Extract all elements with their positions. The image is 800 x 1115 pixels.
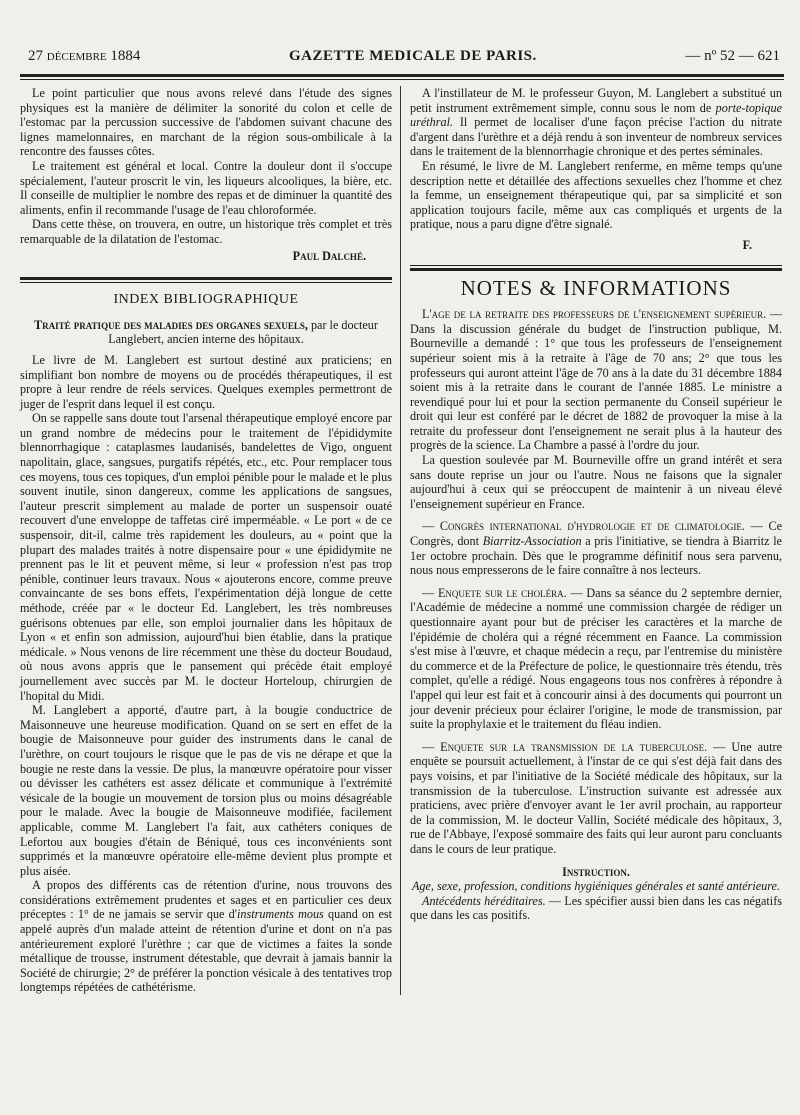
text-run: A propos des différents cas de rétention d'urine, nous trouvons des considérations extrêmement prudentes et sages et en particulier ces deux préceptes : 1° de ne jamais se servir que d' bbox=[20, 878, 392, 922]
text-run: — Ce Congrès, dont bbox=[410, 519, 782, 549]
paragraph: Le point particulier que nous avons relevé dans l'étude des signes physiques est la manière de délimiter la sonorité du colon et celle de l'estomac par la percussion successive de l'abdomen suivant chacune des lignes mamelonnaires, en marchant de la région sous-ombilicale à la rencontre des fausses côtes. bbox=[20, 86, 392, 159]
issue-number: — nº 52 — 621 bbox=[685, 48, 780, 64]
emphasis: instruments mous bbox=[236, 907, 324, 922]
page bbox=[20, 48, 784, 995]
paragraph: Le livre de M. Langlebert est surtout destiné aux praticiens; en simplifiant bon nombre de moyens ou de procédés thérapeutiques, il est propre à leur rendre de réels services. Quelques exemples permettront de juger de l'esprit dans lequel il est conçu. bbox=[20, 352, 392, 411]
paragraph bbox=[410, 86, 782, 159]
header-rule bbox=[20, 74, 784, 80]
text-run: a pris l'initiative, se tiendra à Biarritz le 1er octobre prochain. Dès que le programme définitif nous sera parvenu, nous nous empresserons de le faire connaître à nos lecteurs. bbox=[410, 534, 782, 578]
text-run: — Une autre enquête se poursuit actuellement, à l'instar de ce qui s'est déjà fait dans des pays voisins, et par l'initiative de la Société médicale des hôpitaux, sur la transmission de la tuberculose. L'instruction suivante est adressée aux praticiens, avec prière d'envoyer avant le 1er avril prochain, au rapporteur de la commission, M. le docteur Vallin, Société médicale des hôpitaux, 3, rue de l'Abbaye, l'exposé sommaire des faits qui leur auront paru concluants dans le cours de leur pratique. bbox=[410, 739, 782, 856]
instruction-subtitle: Age, sexe, profession, conditions hygiéniques générales et santé antérieure. bbox=[411, 879, 781, 894]
section-title: NOTES & INFORMATIONS bbox=[460, 275, 732, 300]
section-divider bbox=[410, 265, 782, 271]
instruction-title: Instruction. bbox=[562, 864, 630, 879]
journal-title: GAZETTE MEDICALE DE PARIS. bbox=[288, 48, 537, 64]
text-run: quand on est appelé auprès d'un malade atteint de rétention d'urine et dont on n'a pas antérieurement exploré l'urèthre ; car que de victimes a faites la sonde métallique de trousse, instrument détestable, que devrait à jamais bannir la Société de chirurgie; 2° de préférer la ponction vésicale à des tentatives trop longtemps répétées de cathétérisme. bbox=[20, 907, 392, 995]
emphasis: Antécédents héréditaires. bbox=[422, 893, 546, 908]
emphasis: Biarritz-Association bbox=[482, 534, 582, 549]
paragraph: Dans cette thèse, on trouvera, en outre, un historique très complet et très remarquable de la dilatation de l'estomac. bbox=[20, 217, 392, 246]
text-run: — Dans sa séance du 2 septembre dernier, l'Académie de médecine a nommé une commission chargée de rédiger un questionnaire ayant pour but de préciser les caractères et la marche de l'épidémie de choléra qui a régné récemment en Faance. La commission s'est mise à l'œuvre, et chaque médecin a reçu, par l'entremise du ministère du commerce et de la Préfecture de police, le questionnaire très étendu, très complet, qu'elle a rédigé. Nous engageons tous nos confrères à répondre à l'appel qui leur est fait et à concourir ainsi à des documents qui pourront un jour devenir précieux pour éclairer l'origine, le mode de transmission, par suite la prophylaxie et le traitement du fléau indien. bbox=[410, 585, 782, 732]
book-reference bbox=[20, 318, 392, 347]
item-heading: — Enquete sur la transmission de la tuberculose. bbox=[422, 739, 708, 754]
paragraph: La question soulevée par M. Bourneville offre un grand intérêt et sera sans doute reprise un jour ou l'autre. Nous ne faisons que la signaler aujourd'hui à ceux qui se préoccupent de maintenir à un niveau élevé l'enseignement supérieur en France. bbox=[410, 453, 782, 511]
text-run: A l'instillateur de M. le professeur Guyon, M. Langlebert a substitué un petit instrument extrêmement simple, connu sous le nom de bbox=[410, 86, 782, 115]
left-column bbox=[20, 86, 400, 995]
paragraph bbox=[410, 894, 782, 923]
author-signature: Paul Dalché. bbox=[292, 248, 366, 263]
right-column bbox=[400, 86, 782, 995]
paragraph: On se rappelle sans doute tout l'arsenal thérapeutique employé encore par un grand nombre de médecins pour le traitement de l'épididymite blennorrhagique : cataplasmes laudanisés, bandelettes de Vigo, onguent napolitain, glace, sangsues, purgatifs répétés, etc., etc. Pour remplacer tous ces moyens, tous ces topiques, d'un emploi pénible pour le malade et le plus souvent inutile, sinon dangereux, comme les applications de sangsues, l'auteur prescrit simplement au malade de porter un suspensoir ouaté recouvert d'une enveloppe de taffetas ciré imperméable. « Le port « de ce suspensoir, dit-il, calme très rapidement les douleurs, au « point que la plupart des malades traités à notre dispensaire pour « une épididymite ne prennent pas le lit et peuvent même, si leur « profession n'est pas trop pénible, continuer leurs travaux. Nous « ajouterons encore, comme preuve convaincante de ses bons effets, l'expérimentation déjà longue de cette méthode, créée par « le docteur Ed. Langlebert, les très nombreuses guérisons obtenues par elle, son emploi journalier dans les hôpitaux de Lyon « et enfin son admission, aujourd'hui bien établie, dans la pratique médicale. » Nous venons de lire récemment une thèse du docteur Boudaud, où nous avons appris que le pansement qui précède était employé journellement avec succès par M. le docteur Horteloup, chirurgien de l'hopital du Midi. bbox=[20, 411, 392, 703]
item-heading: — Congrès international d'hydrologie et de climatologie. bbox=[422, 519, 745, 534]
text-run: — Les spécifier aussi bien dans les cas négatifs que dans les cas positifs. bbox=[410, 893, 782, 923]
item-heading: L'age de la retraite des professeurs de l'enseignement supérieur. bbox=[422, 307, 767, 322]
news-item bbox=[410, 519, 782, 577]
paragraph: Le traitement est général et local. Contre la douleur dont il s'occupe spécialement, l'auteur proscrit le vin, les liqueurs alcooliques, la bière, etc. Il conseille de multiplier le nombre des repas et de diminuer la quantité des aliments, enfin il recommande l'usage de l'eau chloroformée. bbox=[20, 158, 392, 217]
columns bbox=[20, 86, 784, 995]
paragraph: En résumé, le livre de M. Langlebert renferme, en même temps qu'une description nette et détaillée des affections sexuelles chez l'homme et chez la femme, un enseignement thérapeutique qui, par sa simplicité et son application toujours facile, même aux cas compliqués et urgents de la pratique, nous a paru digne d'être signalé. bbox=[410, 158, 782, 232]
item-heading: — Enquete sur le choléra. bbox=[422, 585, 567, 600]
text-run: Il permet de localiser d'une façon précise l'action du nitrate d'argent dans l'urèthre et a déjà rendu à son inventeur de nombreux services dans le traitement de la blennorrhagie chronique et des pertes séminales. bbox=[410, 115, 782, 159]
header-date: 27 décembre 1884 bbox=[28, 48, 141, 64]
book-title: Traité pratique des maladies des organes sexuels, bbox=[34, 317, 308, 332]
emphasis: porte-topique uréthral. bbox=[410, 100, 782, 130]
text-run: — Dans la discussion générale du budget de l'instruction publique, M. Bourneville a demandé : 1° que tous les professeurs de l'enseignement supérieur soient mis à la retraite à l'âge de 70 ans; 2° que tous les professeurs qui auront atteint l'âge de 70 ans à la date du 31 décembre 1884 soient mis à la retraite dans le courant de l'année 1885. Le ministre a revendiqué pour lui et pour la section permanente du Conseil supérieur le droit qui leur est conféré par le décret de 1882 de provoquer la mise à la retraite du professeur dont l'enseignement ne serait plus à la hauteur des progrès de la science. La Chambre a passé à l'ordre du jour. bbox=[410, 307, 783, 453]
book-author: par le docteur Langlebert, ancien interne des hôpitaux. bbox=[108, 317, 378, 347]
page-header bbox=[20, 48, 784, 68]
author-signature: F. bbox=[742, 237, 752, 252]
paragraph: M. Langlebert a apporté, d'autre part, à la bougie conductrice de Maisonneuve une heureuse modification. Quand on se sert en effet de la bougie de Maisonneuve pour guider des instruments dans le canal de l'urèthre, on court toujours le risque que le pas de vis ne dérape et que la bougie ne reste dans la vessie. De plus, la manœuvre opératoire pour visser ou dévisser les cathéters est assez délicate et communique à l'extrémité vésicale de la bougie un mouvement de torsion plus ou moins désagréable pour le malade. Avec la bougie de Maisonneuve modifiée, facilement applicable, comme M. Langlebert l'a fait, aux cathéters coniques de Lefortou aux bougies d'étain de Béniqué, tous ces inconvénients sont supprimés et la manœuvre opératoire elle-même devient plus prompte et plus aisée. bbox=[20, 703, 392, 878]
news-item bbox=[410, 307, 782, 453]
section-title: INDEX BIBLIOGRAPHIQUE bbox=[113, 292, 299, 308]
news-item bbox=[410, 740, 782, 857]
news-item bbox=[410, 586, 782, 732]
paragraph bbox=[20, 878, 392, 995]
section-divider bbox=[20, 277, 392, 283]
